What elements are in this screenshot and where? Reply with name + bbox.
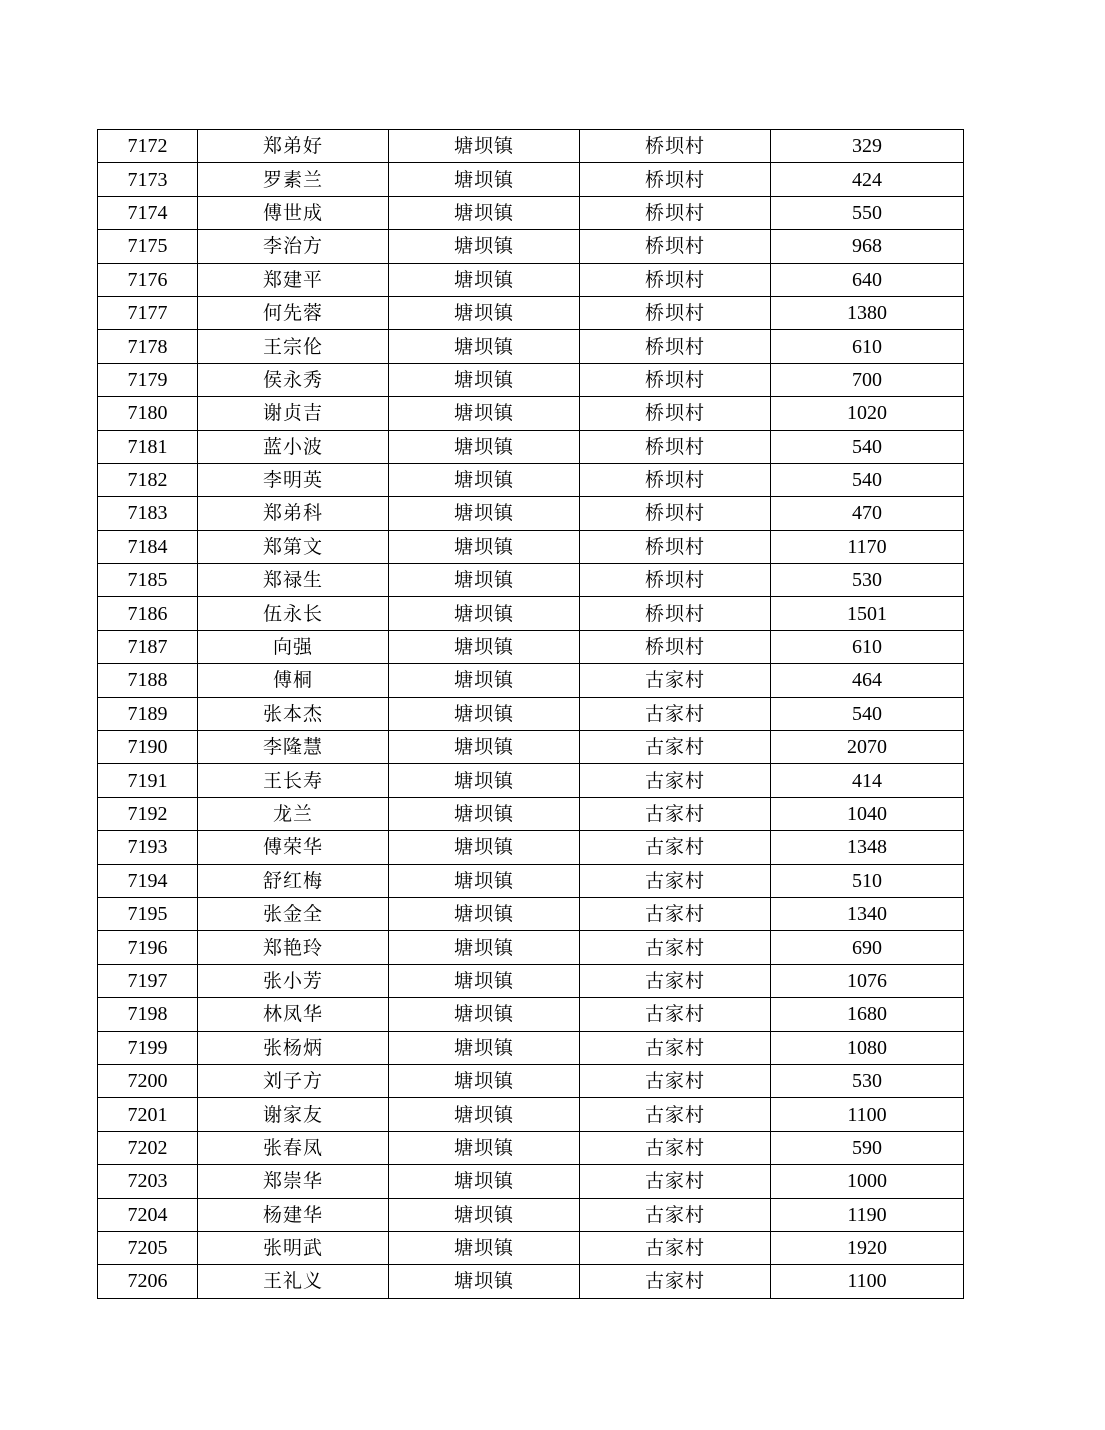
row-number-cell: 7173 bbox=[98, 163, 198, 196]
row-number-cell: 7185 bbox=[98, 564, 198, 597]
amount-cell: 530 bbox=[771, 1064, 964, 1097]
town-cell: 塘坝镇 bbox=[389, 897, 580, 930]
row-number-cell: 7204 bbox=[98, 1198, 198, 1231]
table-row bbox=[98, 697, 964, 730]
table-row bbox=[98, 630, 964, 663]
village-cell: 古家村 bbox=[580, 931, 771, 964]
town-cell: 塘坝镇 bbox=[389, 463, 580, 496]
row-number-cell: 7205 bbox=[98, 1231, 198, 1264]
name-cell: 张小芳 bbox=[198, 964, 389, 997]
row-number-cell: 7172 bbox=[98, 130, 198, 163]
amount-cell: 540 bbox=[771, 463, 964, 496]
village-cell: 桥坝村 bbox=[580, 497, 771, 530]
town-cell: 塘坝镇 bbox=[389, 998, 580, 1031]
town-cell: 塘坝镇 bbox=[389, 664, 580, 697]
village-cell: 古家村 bbox=[580, 1098, 771, 1131]
town-cell: 塘坝镇 bbox=[389, 1131, 580, 1164]
village-cell: 桥坝村 bbox=[580, 463, 771, 496]
row-number-cell: 7183 bbox=[98, 497, 198, 530]
amount-cell: 1000 bbox=[771, 1165, 964, 1198]
table-row bbox=[98, 1265, 964, 1298]
town-cell: 塘坝镇 bbox=[389, 864, 580, 897]
village-cell: 古家村 bbox=[580, 964, 771, 997]
village-cell: 古家村 bbox=[580, 797, 771, 830]
amount-cell: 968 bbox=[771, 230, 964, 263]
town-cell: 塘坝镇 bbox=[389, 731, 580, 764]
amount-cell: 1100 bbox=[771, 1265, 964, 1298]
amount-cell: 414 bbox=[771, 764, 964, 797]
village-cell: 古家村 bbox=[580, 764, 771, 797]
table-row bbox=[98, 130, 964, 163]
village-cell: 古家村 bbox=[580, 1031, 771, 1064]
town-cell: 塘坝镇 bbox=[389, 597, 580, 630]
village-cell: 桥坝村 bbox=[580, 430, 771, 463]
table-row bbox=[98, 530, 964, 563]
name-cell: 王宗伦 bbox=[198, 330, 389, 363]
row-number-cell: 7179 bbox=[98, 363, 198, 396]
town-cell: 塘坝镇 bbox=[389, 163, 580, 196]
name-cell: 谢贞吉 bbox=[198, 397, 389, 430]
row-number-cell: 7190 bbox=[98, 731, 198, 764]
table-row bbox=[98, 831, 964, 864]
amount-cell: 550 bbox=[771, 196, 964, 229]
name-cell: 罗素兰 bbox=[198, 163, 389, 196]
row-number-cell: 7194 bbox=[98, 864, 198, 897]
town-cell: 塘坝镇 bbox=[389, 230, 580, 263]
row-number-cell: 7191 bbox=[98, 764, 198, 797]
name-cell: 李治方 bbox=[198, 230, 389, 263]
row-number-cell: 7176 bbox=[98, 263, 198, 296]
table-row bbox=[98, 363, 964, 396]
town-cell: 塘坝镇 bbox=[389, 630, 580, 663]
village-cell: 古家村 bbox=[580, 1131, 771, 1164]
amount-cell: 540 bbox=[771, 430, 964, 463]
town-cell: 塘坝镇 bbox=[389, 530, 580, 563]
amount-cell: 590 bbox=[771, 1131, 964, 1164]
amount-cell: 690 bbox=[771, 931, 964, 964]
town-cell: 塘坝镇 bbox=[389, 764, 580, 797]
amount-cell: 424 bbox=[771, 163, 964, 196]
row-number-cell: 7193 bbox=[98, 831, 198, 864]
village-cell: 桥坝村 bbox=[580, 363, 771, 396]
table-row bbox=[98, 230, 964, 263]
row-number-cell: 7206 bbox=[98, 1265, 198, 1298]
row-number-cell: 7196 bbox=[98, 931, 198, 964]
name-cell: 龙兰 bbox=[198, 797, 389, 830]
amount-cell: 1076 bbox=[771, 964, 964, 997]
name-cell: 舒红梅 bbox=[198, 864, 389, 897]
data-table bbox=[97, 129, 964, 1299]
amount-cell: 1340 bbox=[771, 897, 964, 930]
amount-cell: 700 bbox=[771, 363, 964, 396]
name-cell: 郑弟好 bbox=[198, 130, 389, 163]
name-cell: 傅桐 bbox=[198, 664, 389, 697]
town-cell: 塘坝镇 bbox=[389, 1165, 580, 1198]
table-row bbox=[98, 964, 964, 997]
amount-cell: 610 bbox=[771, 630, 964, 663]
amount-cell: 1100 bbox=[771, 1098, 964, 1131]
row-number-cell: 7180 bbox=[98, 397, 198, 430]
amount-cell: 464 bbox=[771, 664, 964, 697]
amount-cell: 1680 bbox=[771, 998, 964, 1031]
village-cell: 古家村 bbox=[580, 864, 771, 897]
table-row bbox=[98, 764, 964, 797]
row-number-cell: 7174 bbox=[98, 196, 198, 229]
row-number-cell: 7187 bbox=[98, 630, 198, 663]
village-cell: 桥坝村 bbox=[580, 530, 771, 563]
village-cell: 古家村 bbox=[580, 1198, 771, 1231]
town-cell: 塘坝镇 bbox=[389, 831, 580, 864]
name-cell: 王长寿 bbox=[198, 764, 389, 797]
table-row bbox=[98, 1165, 964, 1198]
town-cell: 塘坝镇 bbox=[389, 797, 580, 830]
row-number-cell: 7203 bbox=[98, 1165, 198, 1198]
row-number-cell: 7200 bbox=[98, 1064, 198, 1097]
amount-cell: 540 bbox=[771, 697, 964, 730]
village-cell: 古家村 bbox=[580, 831, 771, 864]
row-number-cell: 7202 bbox=[98, 1131, 198, 1164]
name-cell: 谢家友 bbox=[198, 1098, 389, 1131]
town-cell: 塘坝镇 bbox=[389, 1098, 580, 1131]
name-cell: 伍永长 bbox=[198, 597, 389, 630]
row-number-cell: 7181 bbox=[98, 430, 198, 463]
table-row bbox=[98, 998, 964, 1031]
amount-cell: 1020 bbox=[771, 397, 964, 430]
table-row bbox=[98, 664, 964, 697]
town-cell: 塘坝镇 bbox=[389, 564, 580, 597]
name-cell: 傅世成 bbox=[198, 196, 389, 229]
amount-cell: 510 bbox=[771, 864, 964, 897]
name-cell: 侯永秀 bbox=[198, 363, 389, 396]
village-cell: 桥坝村 bbox=[580, 196, 771, 229]
table-row bbox=[98, 897, 964, 930]
table-row bbox=[98, 430, 964, 463]
town-cell: 塘坝镇 bbox=[389, 296, 580, 329]
row-number-cell: 7184 bbox=[98, 530, 198, 563]
amount-cell: 470 bbox=[771, 497, 964, 530]
table-row bbox=[98, 397, 964, 430]
village-cell: 古家村 bbox=[580, 897, 771, 930]
name-cell: 李明英 bbox=[198, 463, 389, 496]
amount-cell: 2070 bbox=[771, 731, 964, 764]
name-cell: 杨建华 bbox=[198, 1198, 389, 1231]
row-number-cell: 7197 bbox=[98, 964, 198, 997]
row-number-cell: 7201 bbox=[98, 1098, 198, 1131]
row-number-cell: 7195 bbox=[98, 897, 198, 930]
table-row bbox=[98, 1031, 964, 1064]
amount-cell: 610 bbox=[771, 330, 964, 363]
town-cell: 塘坝镇 bbox=[389, 397, 580, 430]
town-cell: 塘坝镇 bbox=[389, 263, 580, 296]
town-cell: 塘坝镇 bbox=[389, 1031, 580, 1064]
town-cell: 塘坝镇 bbox=[389, 363, 580, 396]
town-cell: 塘坝镇 bbox=[389, 1265, 580, 1298]
table-row bbox=[98, 1198, 964, 1231]
table-row bbox=[98, 330, 964, 363]
table-row bbox=[98, 1098, 964, 1131]
name-cell: 林凤华 bbox=[198, 998, 389, 1031]
row-number-cell: 7192 bbox=[98, 797, 198, 830]
name-cell: 郑艳玲 bbox=[198, 931, 389, 964]
name-cell: 郑禄生 bbox=[198, 564, 389, 597]
table-row bbox=[98, 1231, 964, 1264]
town-cell: 塘坝镇 bbox=[389, 330, 580, 363]
village-cell: 桥坝村 bbox=[580, 296, 771, 329]
town-cell: 塘坝镇 bbox=[389, 931, 580, 964]
village-cell: 古家村 bbox=[580, 697, 771, 730]
village-cell: 桥坝村 bbox=[580, 397, 771, 430]
name-cell: 张春凤 bbox=[198, 1131, 389, 1164]
village-cell: 古家村 bbox=[580, 1265, 771, 1298]
town-cell: 塘坝镇 bbox=[389, 497, 580, 530]
row-number-cell: 7199 bbox=[98, 1031, 198, 1064]
town-cell: 塘坝镇 bbox=[389, 430, 580, 463]
table-row bbox=[98, 1064, 964, 1097]
row-number-cell: 7177 bbox=[98, 296, 198, 329]
town-cell: 塘坝镇 bbox=[389, 1231, 580, 1264]
name-cell: 刘子方 bbox=[198, 1064, 389, 1097]
name-cell: 张金全 bbox=[198, 897, 389, 930]
village-cell: 桥坝村 bbox=[580, 230, 771, 263]
amount-cell: 1170 bbox=[771, 530, 964, 563]
village-cell: 桥坝村 bbox=[580, 330, 771, 363]
table-row bbox=[98, 263, 964, 296]
name-cell: 郑弟科 bbox=[198, 497, 389, 530]
amount-cell: 1348 bbox=[771, 831, 964, 864]
village-cell: 古家村 bbox=[580, 998, 771, 1031]
village-cell: 桥坝村 bbox=[580, 263, 771, 296]
name-cell: 王礼义 bbox=[198, 1265, 389, 1298]
amount-cell: 1920 bbox=[771, 1231, 964, 1264]
row-number-cell: 7175 bbox=[98, 230, 198, 263]
table-row bbox=[98, 864, 964, 897]
village-cell: 桥坝村 bbox=[580, 130, 771, 163]
row-number-cell: 7189 bbox=[98, 697, 198, 730]
table-row bbox=[98, 597, 964, 630]
table-row bbox=[98, 196, 964, 229]
row-number-cell: 7186 bbox=[98, 597, 198, 630]
village-cell: 桥坝村 bbox=[580, 564, 771, 597]
amount-cell: 1080 bbox=[771, 1031, 964, 1064]
amount-cell: 1501 bbox=[771, 597, 964, 630]
table-row bbox=[98, 564, 964, 597]
village-cell: 桥坝村 bbox=[580, 163, 771, 196]
town-cell: 塘坝镇 bbox=[389, 697, 580, 730]
town-cell: 塘坝镇 bbox=[389, 130, 580, 163]
table-row bbox=[98, 731, 964, 764]
name-cell: 蓝小波 bbox=[198, 430, 389, 463]
row-number-cell: 7178 bbox=[98, 330, 198, 363]
town-cell: 塘坝镇 bbox=[389, 1064, 580, 1097]
name-cell: 郑崇华 bbox=[198, 1165, 389, 1198]
amount-cell: 1040 bbox=[771, 797, 964, 830]
table-row bbox=[98, 163, 964, 196]
row-number-cell: 7198 bbox=[98, 998, 198, 1031]
town-cell: 塘坝镇 bbox=[389, 1198, 580, 1231]
name-cell: 李隆慧 bbox=[198, 731, 389, 764]
amount-cell: 530 bbox=[771, 564, 964, 597]
name-cell: 何先蓉 bbox=[198, 296, 389, 329]
row-number-cell: 7182 bbox=[98, 463, 198, 496]
name-cell: 郑第文 bbox=[198, 530, 389, 563]
amount-cell: 1380 bbox=[771, 296, 964, 329]
table-body bbox=[98, 130, 964, 1299]
amount-cell: 1190 bbox=[771, 1198, 964, 1231]
village-cell: 古家村 bbox=[580, 1231, 771, 1264]
amount-cell: 329 bbox=[771, 130, 964, 163]
town-cell: 塘坝镇 bbox=[389, 196, 580, 229]
name-cell: 张本杰 bbox=[198, 697, 389, 730]
name-cell: 向强 bbox=[198, 630, 389, 663]
name-cell: 张明武 bbox=[198, 1231, 389, 1264]
village-cell: 桥坝村 bbox=[580, 597, 771, 630]
village-cell: 古家村 bbox=[580, 664, 771, 697]
town-cell: 塘坝镇 bbox=[389, 964, 580, 997]
name-cell: 傅荣华 bbox=[198, 831, 389, 864]
table-row bbox=[98, 1131, 964, 1164]
name-cell: 张杨炳 bbox=[198, 1031, 389, 1064]
table-row bbox=[98, 463, 964, 496]
table-row bbox=[98, 931, 964, 964]
village-cell: 古家村 bbox=[580, 731, 771, 764]
name-cell: 郑建平 bbox=[198, 263, 389, 296]
row-number-cell: 7188 bbox=[98, 664, 198, 697]
table-row bbox=[98, 797, 964, 830]
table-row bbox=[98, 497, 964, 530]
amount-cell: 640 bbox=[771, 263, 964, 296]
village-cell: 古家村 bbox=[580, 1165, 771, 1198]
village-cell: 古家村 bbox=[580, 1064, 771, 1097]
table-row bbox=[98, 296, 964, 329]
village-cell: 桥坝村 bbox=[580, 630, 771, 663]
